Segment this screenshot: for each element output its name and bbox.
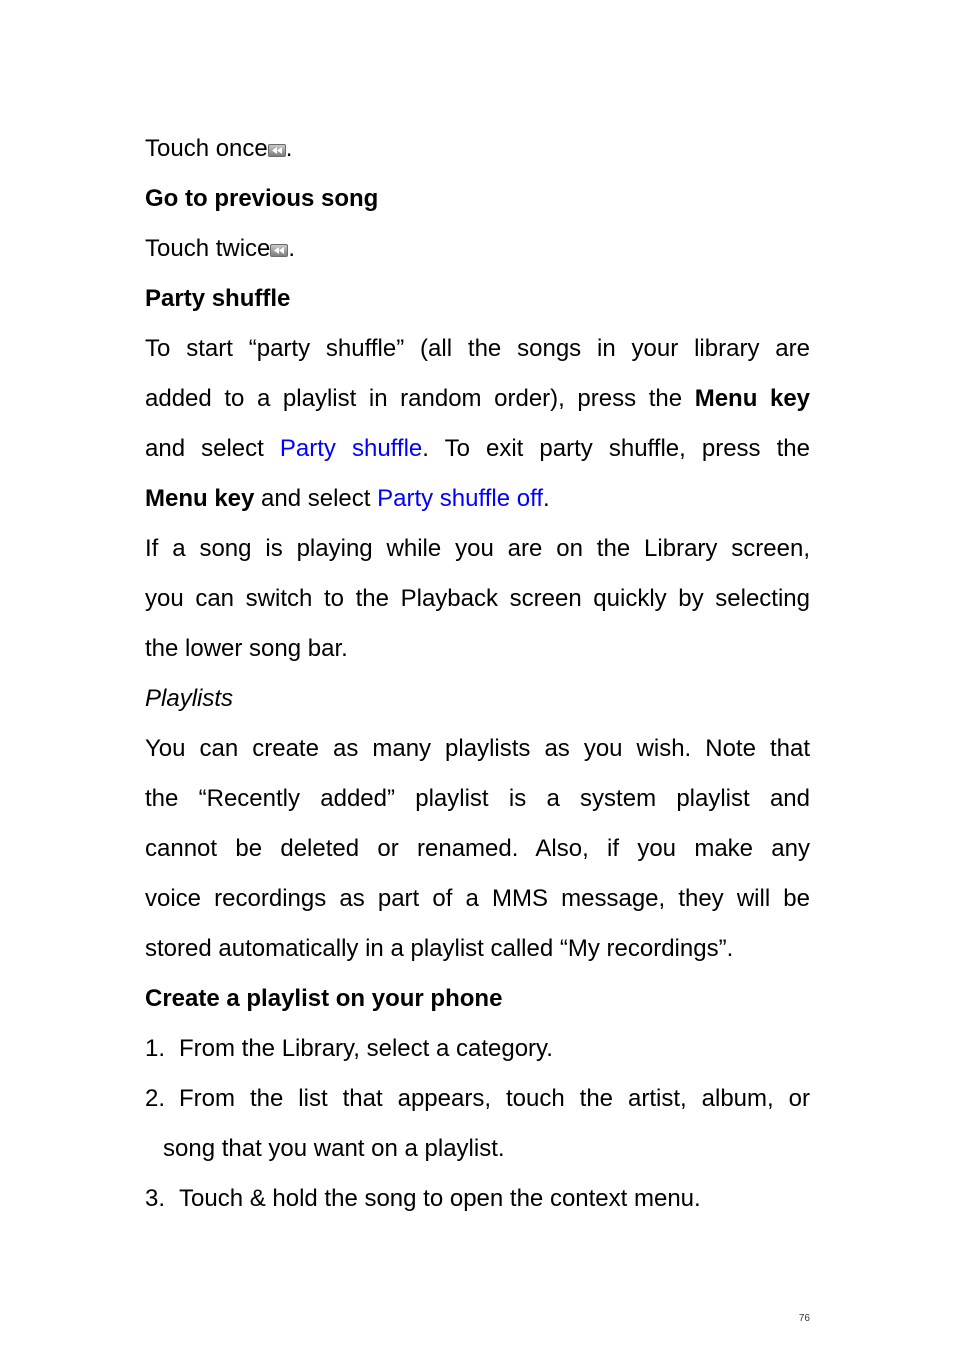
library-paragraph-line-3: the lower song bar.: [145, 635, 348, 662]
previous-song-heading: Go to previous song: [145, 185, 379, 212]
step-2-continuation: song that you want on a playlist.: [163, 1135, 505, 1162]
document-body: [145, 124, 810, 1224]
menu-key-label: Menu key: [694, 385, 811, 412]
party-line-4-text: and select: [254, 485, 378, 512]
playlists-heading: Playlists: [145, 685, 234, 712]
step-1-text: From the Library, select a category.: [179, 1035, 553, 1062]
party-shuffle-off-option: Party shuffle off: [377, 485, 544, 512]
playlists-paragraph-line-5: stored automatically in a playlist called “My recordings”.: [145, 935, 734, 962]
step-3-text: Touch & hold the song to open the context menu.: [179, 1185, 701, 1212]
playlists-paragraph-line-3: cannot be deleted or renamed. Also, if you make any: [145, 835, 810, 862]
playlists-paragraph-line-1: You can create as many playlists as you wish. Note that: [145, 735, 810, 762]
party-paragraph-line-4: [145, 474, 810, 524]
party-shuffle-heading: Party shuffle: [145, 285, 291, 312]
party-paragraph-line-3: [145, 424, 810, 474]
page-number: 76: [798, 1313, 810, 1324]
touch-twice-text: Touch twice: [145, 235, 271, 262]
library-paragraph-line-1: If a song is playing while you are on the Library screen,: [145, 535, 810, 562]
party-shuffle-option: Party shuffle: [279, 435, 423, 462]
playlists-paragraph-line-2: the “Recently added” playlist is a system playlist and: [145, 785, 810, 812]
touch-once-text: Touch once: [145, 135, 268, 162]
touch-once-line: [145, 124, 810, 174]
party-line-2-text: added to a playlist in random order), press the: [145, 385, 695, 412]
step-2: [145, 1074, 810, 1124]
touch-twice-period: .: [288, 235, 296, 262]
party-paragraph-line-2: [145, 374, 810, 424]
party-paragraph-line-1: To start “party shuffle” (all the songs in your library are: [145, 335, 810, 362]
touch-twice-line: [145, 224, 810, 274]
menu-key-label: Menu key: [145, 485, 255, 512]
library-paragraph-line-2: you can switch to the Playback screen quickly by selecting: [145, 585, 810, 612]
playlists-paragraph-line-4: voice recordings as part of a MMS message, they will be: [145, 885, 810, 912]
rewind-icon: [268, 144, 286, 157]
touch-once-period: .: [285, 135, 293, 162]
rewind-icon: [270, 244, 288, 257]
party-line-3-text: and select: [145, 435, 280, 462]
step-3: [145, 1174, 810, 1224]
step-2-text: From the list that appears, touch the artist, album, or: [179, 1085, 810, 1112]
step-1: [145, 1024, 810, 1074]
create-playlist-heading: Create a playlist on your phone: [145, 985, 503, 1012]
step-2-number: 2.: [145, 1085, 166, 1112]
party-line-4-period: .: [543, 485, 550, 512]
step-3-number: 3.: [145, 1185, 166, 1212]
party-line-3-rest: . To exit party shuffle, press the: [422, 435, 810, 462]
step-1-number: 1.: [145, 1035, 166, 1062]
